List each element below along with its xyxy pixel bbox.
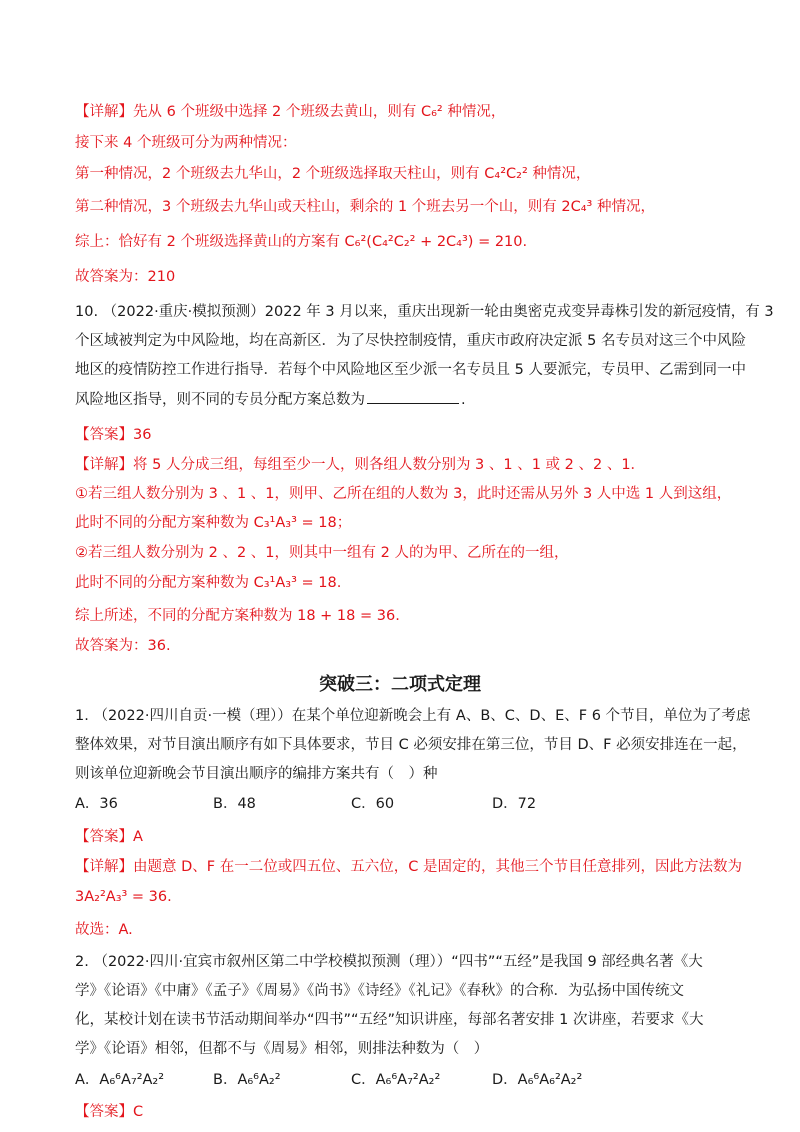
q10-detail-line-3: 此时不同的分配方案种数为 C₃¹A₃³ = 18；: [75, 515, 352, 531]
q10-stem-line-2: 个区域被判定为中风险地，均在高新区．为了尽快控制疫情，重庆市政府决定派 5 名专员对这三个中风险: [75, 333, 746, 349]
answer-blank: [367, 389, 459, 404]
q9-detail-line-5: 综上：恰好有 2 个班级选择黄山的方案有 C₆²(C₄²C₂² + 2C₄³) = 210.: [75, 234, 528, 250]
q9-detail-line-4: 第二种情况，3 个班级去九华山或天柱山，剩余的 1 个班去另一个山，则有 2C₄³ 种情况，: [75, 199, 655, 215]
section-title: 突破三：二项式定理: [319, 674, 481, 695]
q1-answer: 【答案】A: [75, 829, 143, 845]
q2-stem-line-4: 学》《论语》相邻，但都不与《周易》相邻，则排法种数为（ ）: [75, 1041, 489, 1057]
q1-stem-line-1: 1. （2022·四川自贡·一模（理））在某个单位迎新晚会上有 A、B、C、D、E、F 6 个节目，单位为了考虑: [75, 708, 751, 724]
q10-detail-line-1: 【详解】将 5 人分成三组，每组至少一人，则各组人数分别为 3 、1 、1 或 2 、2 、1．: [75, 457, 646, 473]
q2-answer: 【答案】C: [75, 1104, 144, 1120]
q9-detail-line-3: 第一种情况，2 个班级去九华山，2 个班级选择取天柱山，则有 C₄²C₂² 种情况，: [75, 166, 591, 182]
q10-stem-line-1: 10. （2022·重庆·模拟预测）2022 年 3 月以来，重庆出现新一轮由奥密克戎变异毒株引发的新冠疫情，有 3: [75, 304, 774, 320]
q1-option-a: A．36: [75, 796, 118, 812]
q10-stem-line-4-text: 风险地区指导，则不同的专员分配方案总数为: [75, 392, 365, 408]
q1-final-answer: 故选：A.: [75, 922, 133, 938]
q1-option-c: C．60: [351, 796, 395, 812]
q1-stem-line-3: 则该单位迎新晚会节目演出顺序的编排方案共有（ ）种: [75, 766, 438, 782]
q2-stem-line-3: 化，某校计划在读书节活动期间举办“四书”“五经”知识讲座，每部名著安排 1 次讲座，若要求《大: [75, 1012, 704, 1028]
q10-detail-line-2: ①若三组人数分别为 3 、1 、1，则甲、乙所在组的人数为 3，此时还需从另外 3 人中选 1 人到这组，: [75, 486, 732, 502]
q1-detail-line-1: 【详解】由题意 D、F 在一二位或四五位、五六位，C 是固定的，其他三个节目任意排列，因此方法数为: [75, 859, 742, 875]
q9-detail-line-1: 【详解】先从 6 个班级中选择 2 个班级去黄山，则有 C₆² 种情况，: [75, 104, 506, 120]
q2-stem-line-1: 2. （2022·四川·宜宾市叙州区第二中学校模拟预测（理））“四书”“五经”是我国 9 部经典名著《大: [75, 954, 703, 970]
q10-detail-line-6: 综上所述，不同的分配方案种数为 18 + 18 = 36.: [75, 608, 400, 624]
q10-stem-line-4-end: .: [461, 392, 466, 408]
q2-stem-line-2: 学》《论语》《中庸》《孟子》《周易》《尚书》《诗经》《礼记》《春秋》的合称．为弘扬中国传统文: [75, 983, 684, 999]
q10-final-answer: 故答案为：36.: [75, 638, 171, 654]
q1-option-d: D．72: [492, 796, 537, 812]
q10-stem-line-4: [75, 389, 466, 410]
q10-stem-line-3: 地区的疫情防控工作进行指导．若每个中风险地区至少派一名专员且 5 人要派完，专员甲、乙需到同一中: [75, 362, 746, 378]
q10-detail-line-4: ②若三组人数分别为 2 、2 、1，则其中一组有 2 人的为甲、乙所在的一组，: [75, 545, 569, 561]
q2-option-a: A．A₆⁶A₇²A₂²: [75, 1072, 165, 1088]
q1-option-b: B．48: [213, 796, 256, 812]
q2-option-c: C．A₆⁶A₇²A₂²: [351, 1072, 441, 1088]
q10-answer: 【答案】36: [75, 427, 152, 443]
q1-detail-line-2: 3A₂²A₃³ = 36.: [75, 889, 172, 905]
q2-option-d: D．A₆⁶A₆²A₂²: [492, 1072, 583, 1088]
q1-stem-line-2: 整体效果，对节目演出顺序有如下具体要求，节目 C 必须安排在第三位，节目 D、F 必须安排连在一起，: [75, 737, 747, 753]
q10-detail-line-5: 此时不同的分配方案种数为 C₃¹A₃³ = 18.: [75, 575, 342, 591]
q2-option-b: B．A₆⁶A₂²: [213, 1072, 281, 1088]
q9-final-answer: 故答案为：210: [75, 269, 176, 285]
q9-detail-line-2: 接下来 4 个班级可分为两种情况：: [75, 135, 297, 151]
